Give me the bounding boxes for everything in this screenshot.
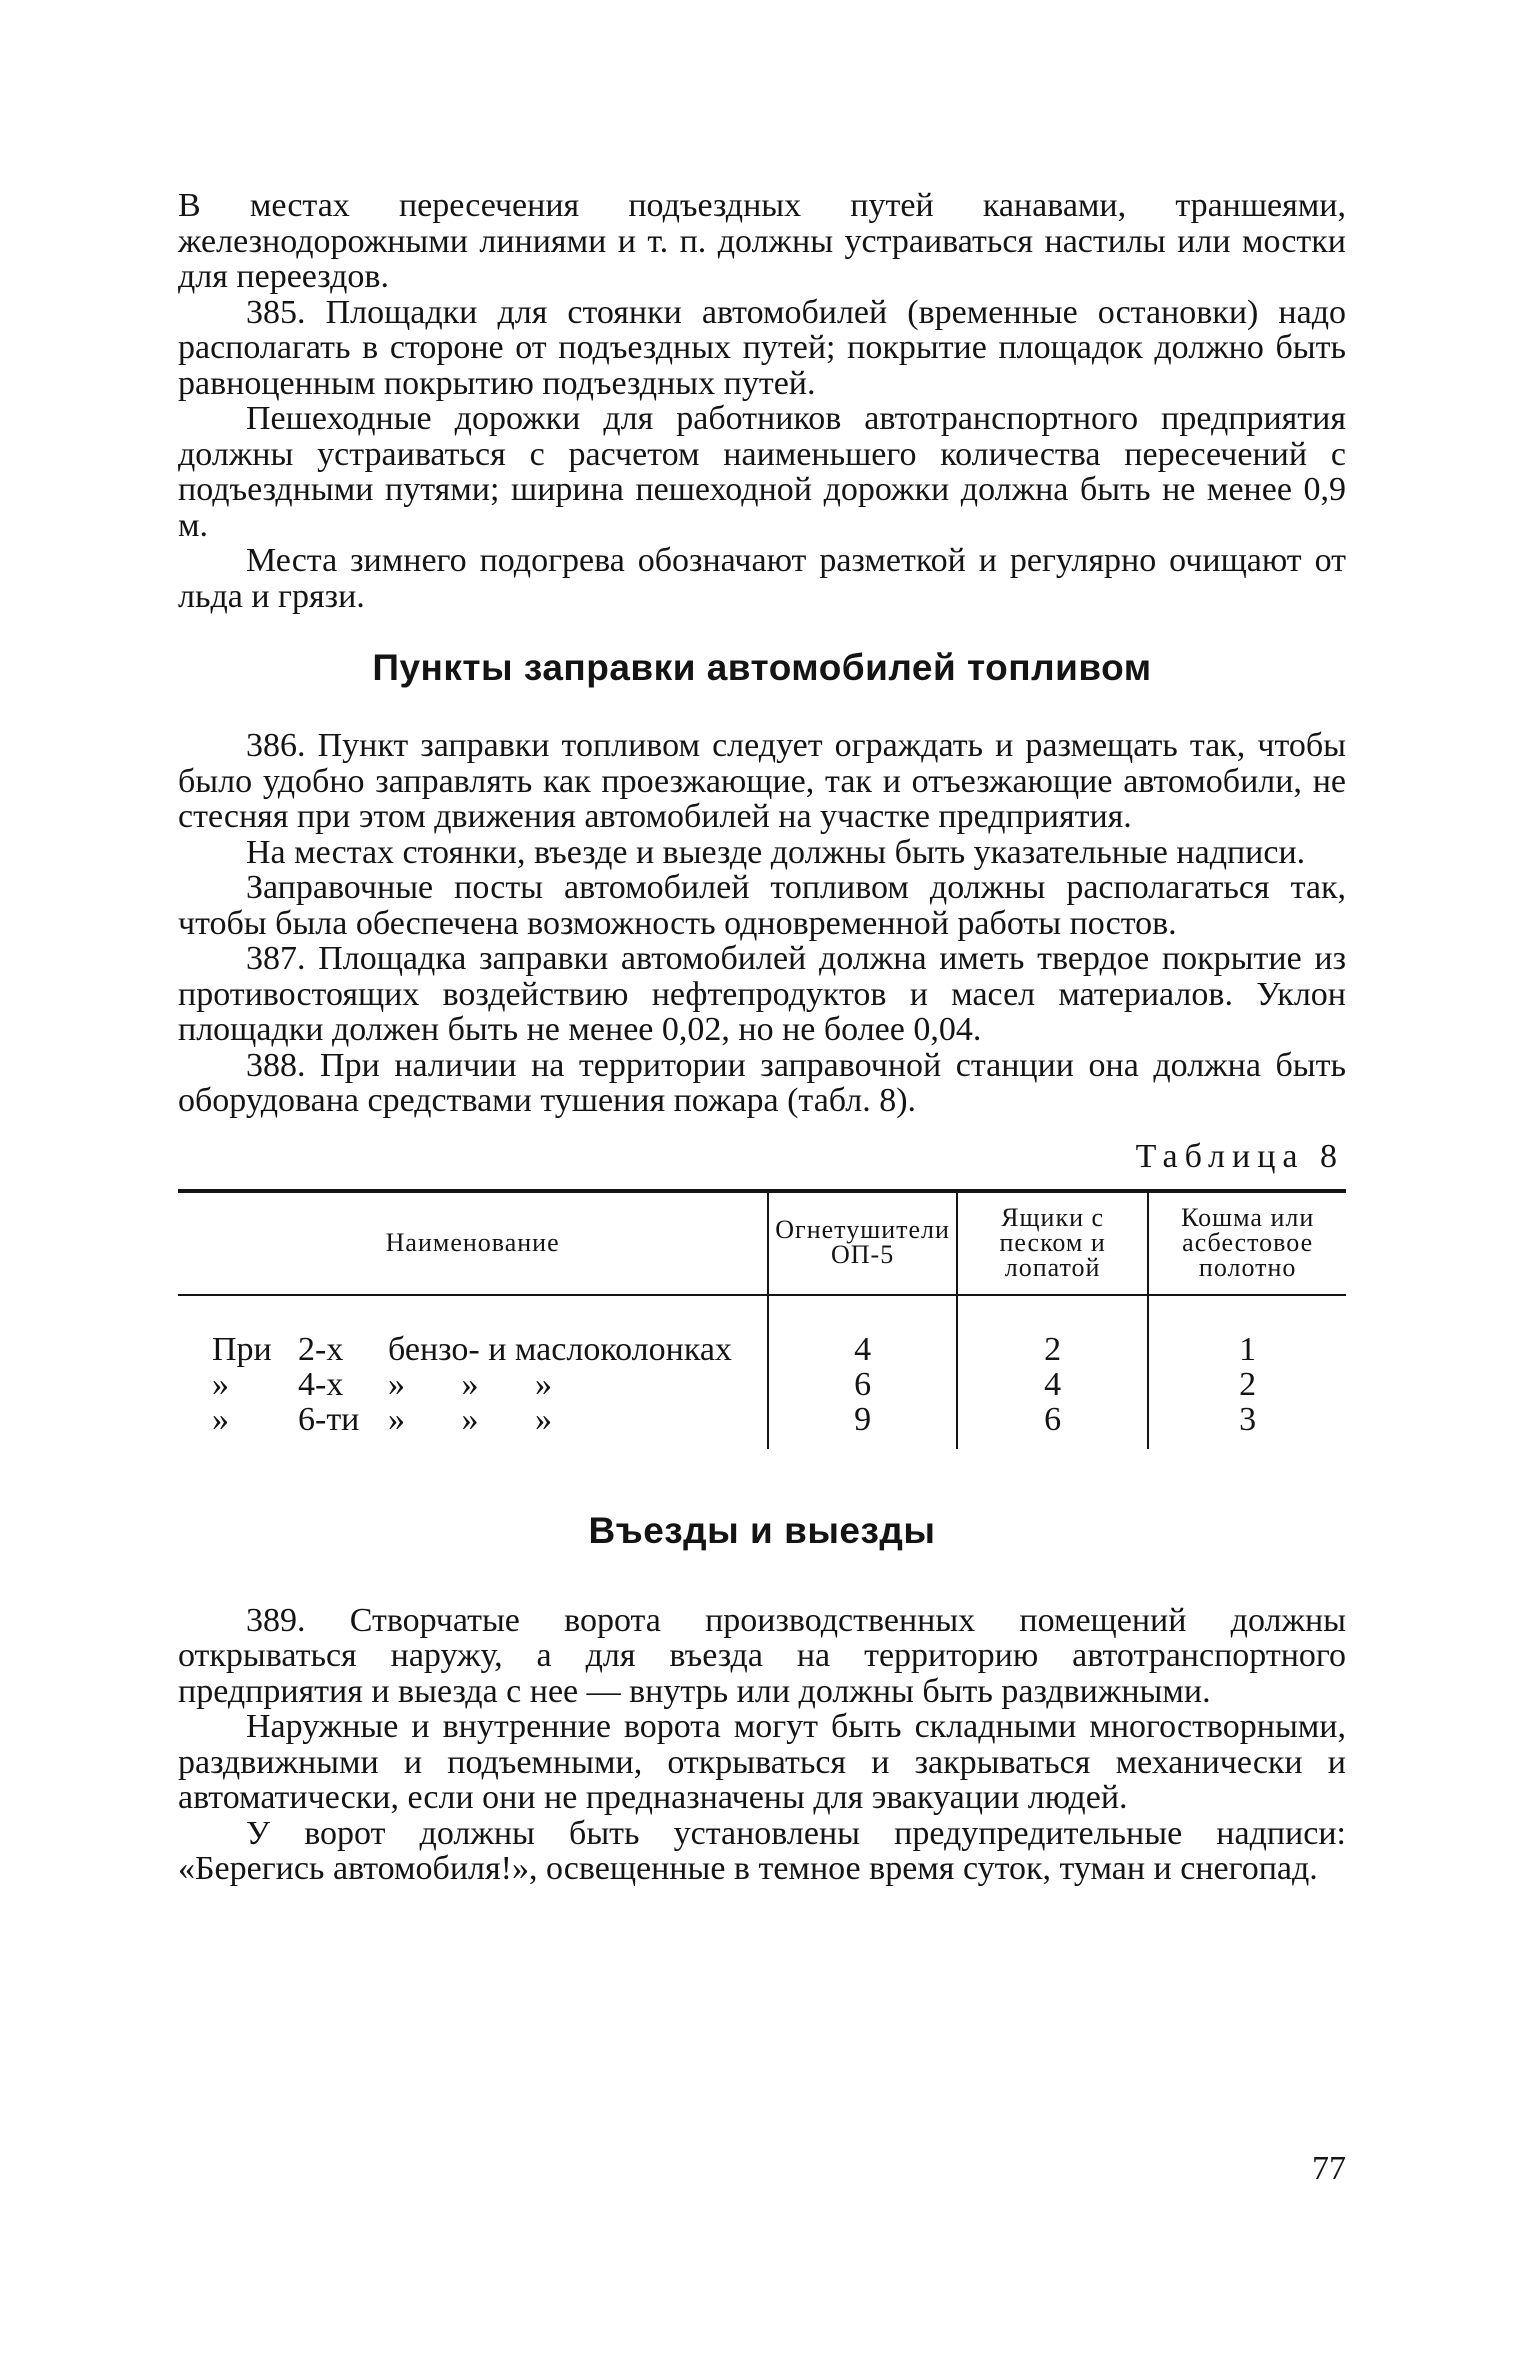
table-cell: 2 — [957, 1295, 1148, 1367]
paragraph-389: 389. Створчатые ворота производственных помещений должны открываться наружу, а для въезда на территорию автотранспортного предприятия и выезда с нее — внутрь или должны быть раздвижными. — [178, 1601, 1346, 1710]
table-header-felt: Кошма или асбестовое полотно — [1148, 1191, 1346, 1295]
section-heading-entrances: Въезды и выезды — [588, 1509, 936, 1551]
table-cell: 4 — [957, 1367, 1148, 1402]
table-cell: 1 — [1148, 1295, 1346, 1367]
table-cell: 9 — [768, 1402, 957, 1449]
paragraph-386: 386. Пункт заправки топливом следует ограждать и размещать так, чтобы было удобно заправлять как проезжающие, так и отъезжающие автомобили, не стесняя при этом движения автомобилей на участке предприятия. — [178, 727, 1346, 835]
fire-equipment-table — [178, 1189, 1346, 1449]
paragraph: Пешеходные дорожки для работников автотранспортного предприятия должны устраиваться с расчетом наименьшего количества пересечений с подъездными путями; ширина пешеходной дорожки должна быть не менее 0,9 м. — [178, 400, 1346, 544]
table-row — [178, 1367, 1346, 1402]
table-header-extinguishers: Огнетушители ОП-5 — [768, 1191, 957, 1295]
table-cell: 6 — [768, 1367, 957, 1402]
section-heading-fuel-points: Пункты заправки автомобилей топливом — [372, 647, 1152, 688]
table-cell-name: » 4-х » » » — [212, 1365, 552, 1403]
paragraph: Места зимнего подогрева обозначают разметкой и регулярно очищают от льда и грязи. — [178, 542, 1346, 615]
paragraph: Наружные и внутренние ворота могут быть складными многостворными, раздвижными и подъемными, открываться и закрываться механически и автоматически, если они не предназначены для эвакуации людей. — [178, 1708, 1346, 1816]
paragraph: На местах стоянки, въезде и выезде должны быть указательные надписи. — [246, 833, 1306, 871]
table-header-row — [178, 1191, 1346, 1295]
paragraph-388: 388. При наличии на территории заправочной станции она должна быть оборудована средствами тушения пожара (табл. 8). — [178, 1046, 1346, 1119]
table-header-sand-boxes: Ящики с песком и лопатой — [957, 1191, 1148, 1295]
table-header-name: Наименование — [385, 1227, 560, 1257]
table-cell-name: » 6-ти » » » — [212, 1400, 552, 1438]
table-cell: 3 — [1148, 1402, 1346, 1449]
page-number: 77 — [1312, 2150, 1346, 2187]
table-cell: 6 — [957, 1402, 1148, 1449]
paragraph: Заправочные посты автомобилей топливом должны располагаться так, чтобы была обеспечена возможность одновременной работы постов. — [178, 869, 1346, 942]
table-cell: 4 — [768, 1295, 957, 1367]
table-row — [178, 1295, 1346, 1367]
paragraph: В местах пересечения подъездных путей канавами, траншеями, железнодорожными линиями и т. п. должны устраиваться настилы или мостки для переездов. — [178, 187, 1346, 295]
paragraph: У ворот должны быть установлены предупредительные надписи: «Берегись автомобиля!», освещенные в темное время суток, туман и снегопад. — [178, 1814, 1346, 1887]
page-content — [178, 188, 1346, 1887]
table-cell: 2 — [1148, 1367, 1346, 1402]
table-row — [178, 1402, 1346, 1449]
paragraph-387: 387. Площадка заправки автомобилей должна иметь твердое покрытие из противостоящих воздействию нефтепродуктов и масел материалов. Уклон площадки должен быть не менее 0,02, но не более 0,04. — [178, 940, 1346, 1048]
table-caption: Таблица 8 — [1135, 1137, 1344, 1175]
table-cell-name: При 2-х бензо- и маслоколонках — [212, 1330, 732, 1368]
paragraph-385: 385. Площадки для стоянки автомобилей (временные остановки) надо располагать в стороне от подъездных путей; покрытие площадок должно быть равноценным покрытию подъездных путей. — [178, 293, 1346, 402]
